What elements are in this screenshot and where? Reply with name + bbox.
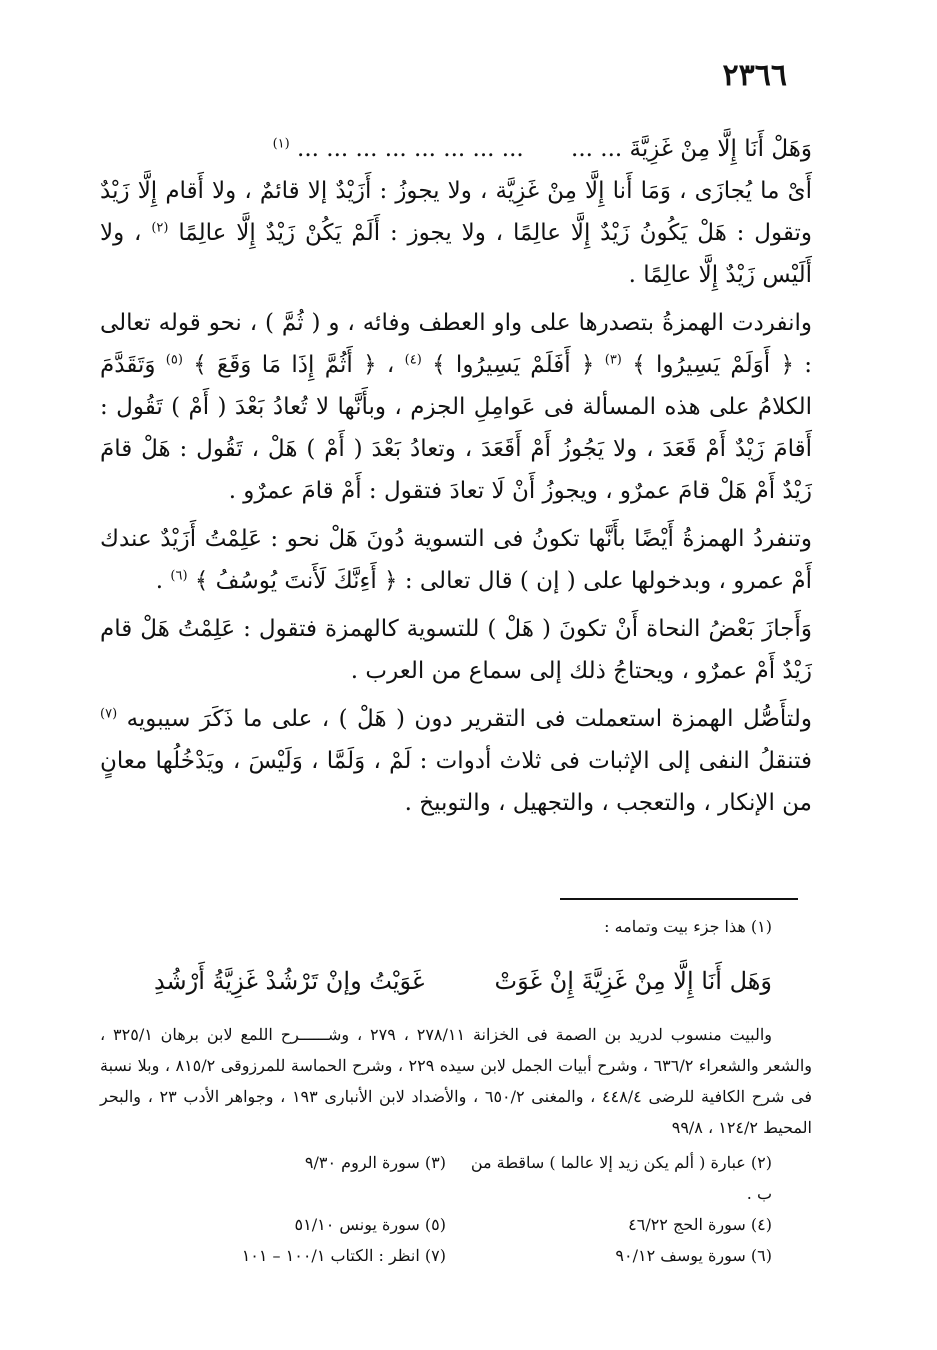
footnote-divider xyxy=(560,898,798,900)
paragraph-2-e: وَتَقَدَّمَ الكلامُ على هذه المسألة فى عَوامِلِ الجزم ، وبأَنَّها لا تُعادُ بَعْدَ ( أَمْ ) تَقُول : أَقامَ زَيْدٌ أَمْ قَعَدَ ، ولا يَجُوزُ أَمْ أَقَعَدَ ، وتعادُ بَعْدَ ( أَمْ ) هَلْ ، تَقُول : هَلْ قامَ زَيْدٌ أَمْ هَلْ قامَ عمرٌو ، ويجوزُ أَنْ لَا تعادَ فتقول : أَمْ قامَ عمرٌو . xyxy=(100,352,812,504)
footnote-ref: (٢) xyxy=(151,220,169,236)
quran-quote: ، ﴿ أَثُمَّ إِذَا مَا وَقَعَ ﴾ xyxy=(193,352,395,378)
footnote-1-body xyxy=(100,1019,812,1143)
footnote-ref: (٥) xyxy=(165,352,183,368)
verse-first-hemistich: وَهَل أَنَا إِلَّا مِنْ غَزِيَّةَ إِنْ غَوَتْ xyxy=(494,967,772,995)
verse-line xyxy=(100,128,812,170)
quran-quote: ﴿ أَوَلَمْ يَسِيرُوا ﴾ xyxy=(632,352,794,378)
footnote-1-intro: (١) هذا جزء بيت وتمامه : xyxy=(604,917,772,936)
footnote-1-sources: والبيت منسوب لدريد بن الصمة فى الخزانة ٢٧٨/١١ ، ٢٧٩ ، وشــــــرح اللمع لابن برهان ٣٢٥/١ ، والشعر والشعراء ٦٣٦/٢ ، وشرح أبيات الجمل لابن سيده ٢٢٩ ، وشرح الحماسة للمرزوقى ٨١٥/٢ ، وبلا نسبة فى شرح الكافية للرضى ٤٤٨/٤ ، والمغنى ٦٥٠/٢ ، والأضداد لابن الأنبارى ١٩٣ ، وجواهر الأدب ٢٣ ، والبحر المحيط ١٢٤/٢ ، ٩٩/٨ xyxy=(100,1025,813,1137)
footnote-2: (٢) عبارة ( ألم يكن زيد إلا عالما ) ساقطة من ب . xyxy=(470,1153,772,1203)
footnote-3: (٣) سورة الروم ٩/٣٠ xyxy=(304,1153,446,1172)
paragraph-1-line-2b: ، ولا أَلَيْس xyxy=(100,220,812,288)
footnote-ref: (٦) xyxy=(170,568,188,584)
paragraph-1-line-3: زَيْدٌ إِلَّا عالِمًا . xyxy=(628,262,756,288)
footnote-verse xyxy=(100,957,812,1005)
paragraph-5 xyxy=(100,698,812,824)
paragraph-4: وَأَجازَ بَعْضُ النحاة أَنْ تكونَ ( هَلْ ) للتسوية كالهمزة فتقول : عَلِمْتُ هَلْ قام زَيْدٌ أَمْ عمرٌو ، ويحتاجُ ذلك إلى سماع من العرب . xyxy=(100,616,812,684)
paragraph-3 xyxy=(100,518,812,602)
footnote-6: (٦) سورة يوسف ٩٠/١٢ xyxy=(615,1246,772,1265)
footnote-ref: (١) xyxy=(272,136,290,152)
footnote-ref: (٣) xyxy=(604,352,622,368)
footnote-ref: (٤) xyxy=(404,352,422,368)
verse-dots: ... ... ... ... ... ... ... ... xyxy=(297,136,524,162)
footnote-4: (٤) سورة الحج ٤٦/٢٢ xyxy=(628,1215,772,1234)
main-text xyxy=(100,128,812,824)
paragraph-3-b: . xyxy=(155,568,164,594)
paragraph-1 xyxy=(100,170,812,296)
paragraph-1-line-2a: وتقول : هَلْ يَكُونُ زَيْدٌ إِلَّا عالِمًا ، ولا يجوز : أَلَمْ يَكُنْ زَيْدٌ إِلَّا عالِمًا xyxy=(178,220,813,246)
footnote-ref: (٧) xyxy=(100,706,118,722)
verse-second-hemistich: غَوَيْتُ وإنْ تَرْشُدْ غَزِيَّةُ أَرْشُدِ xyxy=(153,967,425,995)
quran-quote: ﴿ أَفَلَمْ يَسِيرُوا ﴾ xyxy=(432,352,595,378)
page-number: ٢٣٦٦ xyxy=(722,58,787,93)
footnote-7: (٧) انظر : الكتاب ١٠٠/١ – ١٠١ xyxy=(241,1246,446,1265)
paragraph-1-line-1: أَىْ ما يُجازَى ، وَمَا أَنا إِلَّا مِنْ غَزِيَّة ، ولا يجوزُ : أَزَيْدٌ إلا قائمٌ ، ولا أَقام إِلَّا زَيْدٌ xyxy=(100,178,812,204)
footnote-5: (٥) سورة يونس ٥١/١٠ xyxy=(294,1215,446,1234)
paragraph-2-a: وانفردت الهمزةُ بتصدرها على واو العطف وفائه ، و ( ثُمَّ ) ، نحو قوله تعالى : xyxy=(100,310,813,378)
paragraph-5-b: فتنقلُ النفى إلى الإثبات فى ثلاث أدوات : لَمْ ، وَلَمَّا ، وَلَيْسَ ، ويَدْخُلُها معانٍ من الإنكار ، والتعجب ، والتجهيل ، والتوبيخ . xyxy=(100,748,812,816)
paragraph-2 xyxy=(100,302,812,512)
verse-text: وَهَلْ أَنَا إِلَّا مِنْ غَزِيَّةَ ... ... xyxy=(571,136,812,162)
paragraph-3-a: وتنفردُ الهمزةُ أَيْضًا بأَنَّها تكونُ فى التسوية دُونَ هَلْ نحو : عَلِمْتُ أَزَيْدٌ عندك أَمْ عمرو ، وبدخولها على ( إن ) قال تعالى : ﴿ أَءِنَّكَ لَأَنتَ يُوسُفُ ﴾ xyxy=(100,526,812,594)
paragraph-5-a: ولتأَصُّل الهمزة استعملت فى التقرير دون ( هَلْ ) ، على ما ذَكَرَ سيبويه xyxy=(126,706,812,732)
footnotes xyxy=(100,912,812,1271)
footnote-grid xyxy=(100,1147,812,1271)
